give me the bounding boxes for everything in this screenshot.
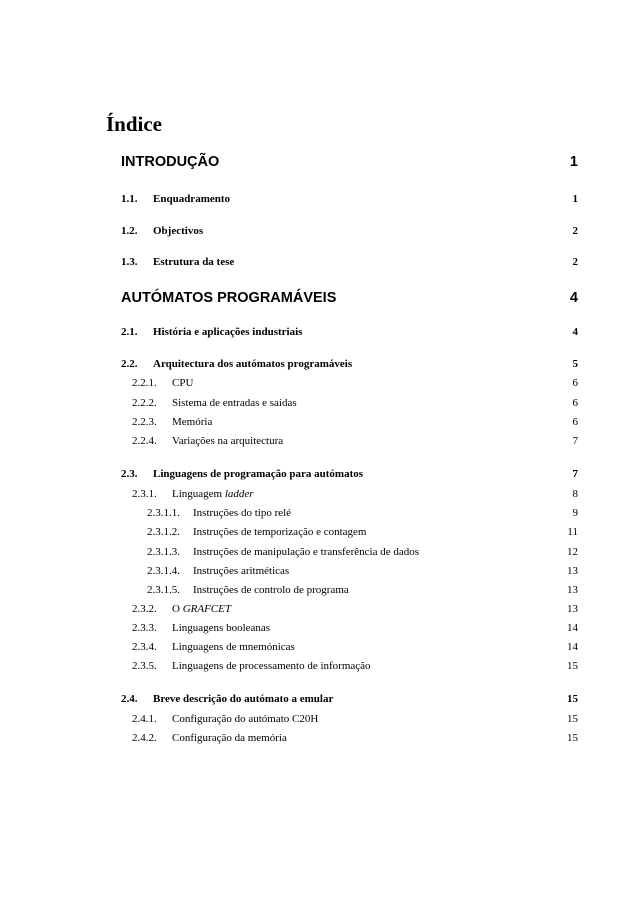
toc-number: 2.2.3. bbox=[132, 416, 157, 428]
toc-number: 2.1. bbox=[121, 326, 138, 338]
toc-label: Instruções de controlo de programa bbox=[193, 584, 349, 596]
toc-page-number: 1 bbox=[572, 193, 578, 205]
toc-label: Enquadramento bbox=[153, 193, 231, 205]
toc-label-text: O bbox=[172, 603, 183, 615]
toc-number: 2.3.1.1. bbox=[147, 507, 180, 519]
toc-label: Objectivos bbox=[153, 225, 204, 237]
toc-page-number: 12 bbox=[567, 546, 578, 558]
toc-label: Arquitectura dos autómatos programáveis bbox=[153, 358, 353, 370]
toc-page-number: 14 bbox=[567, 622, 578, 634]
toc-page-number: 4 bbox=[572, 326, 578, 338]
toc-label: Instruções de temporização e contagem bbox=[193, 526, 367, 538]
toc-number: 2.2. bbox=[121, 358, 138, 370]
toc-page-number: 15 bbox=[567, 693, 578, 705]
toc-number: 1.2. bbox=[121, 225, 138, 237]
toc-label: Configuração da memória bbox=[172, 732, 287, 744]
toc-page-number: 8 bbox=[572, 488, 578, 500]
toc-label: Configuração do autómato C20H bbox=[172, 713, 319, 725]
toc-label: Sistema de entradas e saídas bbox=[172, 397, 297, 409]
toc-number: 1.1. bbox=[121, 193, 138, 205]
toc-label: CPU bbox=[172, 377, 194, 389]
toc-label: Linguagens de programação para autómatos bbox=[153, 468, 364, 480]
toc-label: Instruções de manipulação e transferência de dados bbox=[193, 546, 420, 558]
toc-page-number: 11 bbox=[567, 526, 578, 538]
toc-label: Linguagens de mnemónicas bbox=[172, 641, 295, 653]
toc-number: 2.3.1. bbox=[132, 488, 157, 500]
toc-page-number: 5 bbox=[572, 358, 578, 370]
toc-number: 2.3.3. bbox=[132, 622, 157, 634]
toc-label: INTRODUÇÃO bbox=[121, 154, 220, 170]
toc-label-text: Linguagem bbox=[172, 488, 225, 500]
toc-page-number: 2 bbox=[572, 256, 578, 268]
toc-number: 2.4.2. bbox=[132, 732, 157, 744]
toc-number: 2.3.2. bbox=[132, 603, 157, 615]
toc-label-italic: GRAFCET bbox=[182, 603, 231, 615]
toc-page-number: 13 bbox=[567, 603, 578, 615]
toc-page-number: 6 bbox=[572, 397, 578, 409]
toc-number: 2.3.4. bbox=[132, 641, 157, 653]
toc-page-number: 15 bbox=[567, 713, 578, 725]
toc-page-number: 15 bbox=[567, 660, 578, 672]
toc-number: 2.3.1.3. bbox=[147, 546, 180, 558]
toc-page-number: 9 bbox=[572, 507, 578, 519]
toc-number: 2.2.2. bbox=[132, 397, 157, 409]
toc-label: AUTÓMATOS PROGRAMÁVEIS bbox=[121, 290, 337, 306]
toc-label: Estrutura da tese bbox=[153, 256, 235, 268]
toc-page-number: 13 bbox=[567, 565, 578, 577]
toc-label: Breve descrição do autómato a emular bbox=[153, 693, 334, 705]
toc-number: 2.3.1.5. bbox=[147, 584, 180, 596]
toc-label: Instruções aritméticas bbox=[193, 565, 290, 577]
toc-page-number: 4 bbox=[569, 290, 578, 306]
toc-page-number: 7 bbox=[572, 468, 578, 480]
toc-label: Instruções do tipo relé bbox=[193, 507, 292, 519]
toc-label: Variações na arquitectura bbox=[172, 435, 284, 447]
toc-page-number: 13 bbox=[567, 584, 578, 596]
toc-label: Memória bbox=[172, 416, 213, 428]
toc-number: 2.3.1.4. bbox=[147, 565, 180, 577]
toc-label bbox=[172, 488, 254, 500]
toc-page-number: 6 bbox=[572, 377, 578, 389]
toc-label: História e aplicações industriais bbox=[153, 326, 303, 338]
toc-number: 2.3.1.2. bbox=[147, 526, 180, 538]
toc-number: 2.2.4. bbox=[132, 435, 157, 447]
toc-number: 2.2.1. bbox=[132, 377, 157, 389]
toc-number: 2.4.1. bbox=[132, 713, 157, 725]
toc-label-italic: ladder bbox=[224, 488, 254, 500]
toc-label bbox=[172, 603, 231, 615]
toc-number: 2.4. bbox=[121, 693, 138, 705]
toc-label: Linguagens de processamento de informação bbox=[172, 660, 371, 672]
toc-number: 2.3.5. bbox=[132, 660, 157, 672]
toc-label: Linguagens booleanas bbox=[172, 622, 271, 634]
toc-page-number: 7 bbox=[572, 435, 578, 447]
toc-page-number: 6 bbox=[572, 416, 578, 428]
toc-page-number: 2 bbox=[572, 225, 578, 237]
toc-page-number: 1 bbox=[569, 154, 578, 170]
toc-number: 1.3. bbox=[121, 256, 138, 268]
toc-page-number: 14 bbox=[567, 641, 578, 653]
toc-number: 2.3. bbox=[121, 468, 138, 480]
toc-page-number: 15 bbox=[567, 732, 578, 744]
page-title: Índice bbox=[106, 112, 163, 136]
